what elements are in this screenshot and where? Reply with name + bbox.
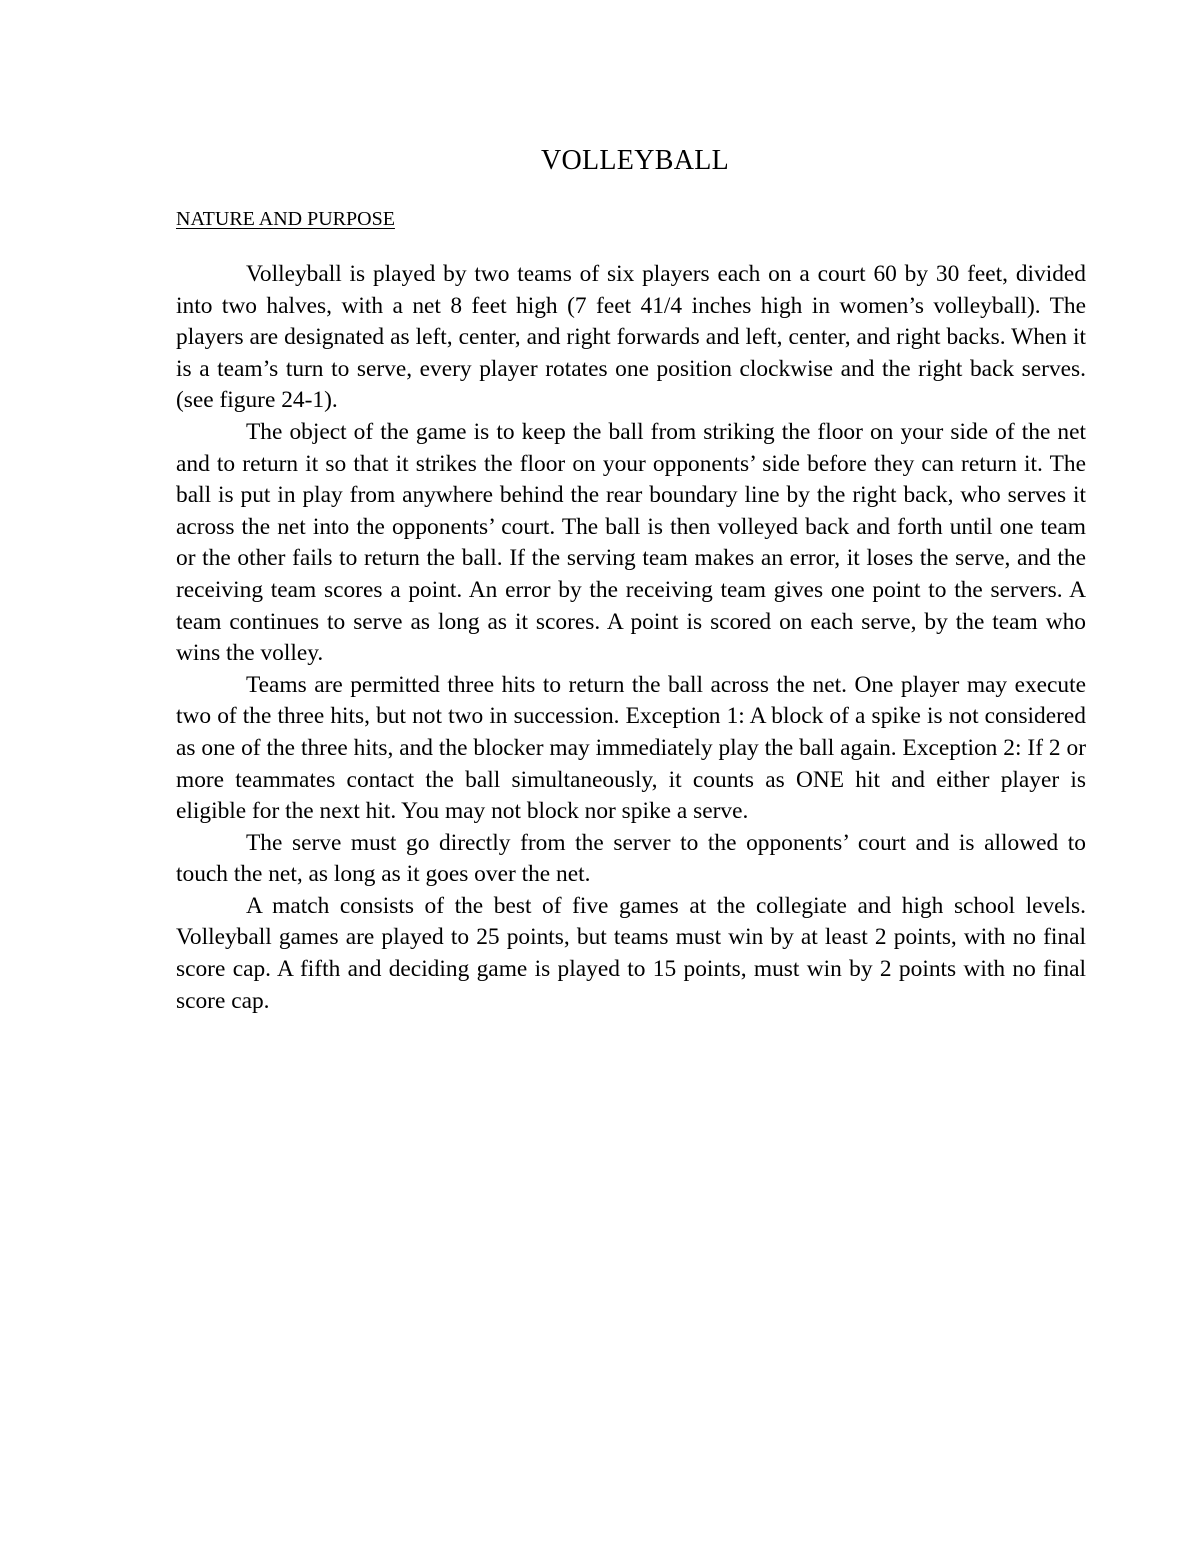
- paragraph-object-of-game: The object of the game is to keep the ball from striking the floor on your side of the net and to return it so that it strikes the floor on your opponents’ side before they can return it. The ball is put in play from anywhere behind the rear boundary line by the right back, who serves it across the net into the opponents’ court. The ball is then volleyed back and forth until one team or the other fails to return the ball. If the serving team makes an error, it loses the serve, and the receiving team scores a point. An error by the receiving team gives one point to the servers. A team continues to serve as long as it scores. A point is scored on each serve, by the team who wins the volley.: [176, 418, 1086, 667]
- section-heading: NATURE AND PURPOSE: [176, 208, 395, 230]
- paragraph-serve: The serve must go directly from the server to the opponents’ court and is allowed to touch the net, as long as it goes over the net.: [176, 829, 1086, 888]
- body-text: [176, 259, 1086, 1017]
- paragraph-match-scoring: A match consists of the best of five games at the collegiate and high school levels. Volleyball games are played to 25 points, but teams must win by at least 2 points, with no final score cap. A fifth and deciding game is played to 15 points, must win by 2 points with no final score cap.: [176, 892, 1086, 1014]
- paragraph-hits: Teams are permitted three hits to return the ball across the net. One player may execute two of the three hits, but not two in succession. Exception 1: A block of a spike is not considered as one of the three hits, and the blocker may immediately play the ball again. Exception 2: If 2 or more teammates contact the ball simultaneously, it counts as ONE hit and either player is eligible for the next hit. You may not block nor spike a serve.: [176, 671, 1086, 825]
- paragraph-court-and-players: Volleyball is played by two teams of six players each on a court 60 by 30 feet, divided into two halves, with a net 8 feet high (7 feet 41/4 inches high in women’s volleyball). The players are designated as left, center, and right forwards and left, center, and right backs. When it is a team’s turn to serve, every player rotates one position clockwise and the right back serves. (see figure 24-1).: [176, 261, 1086, 414]
- page-title: VOLLEYBALL: [540, 145, 730, 176]
